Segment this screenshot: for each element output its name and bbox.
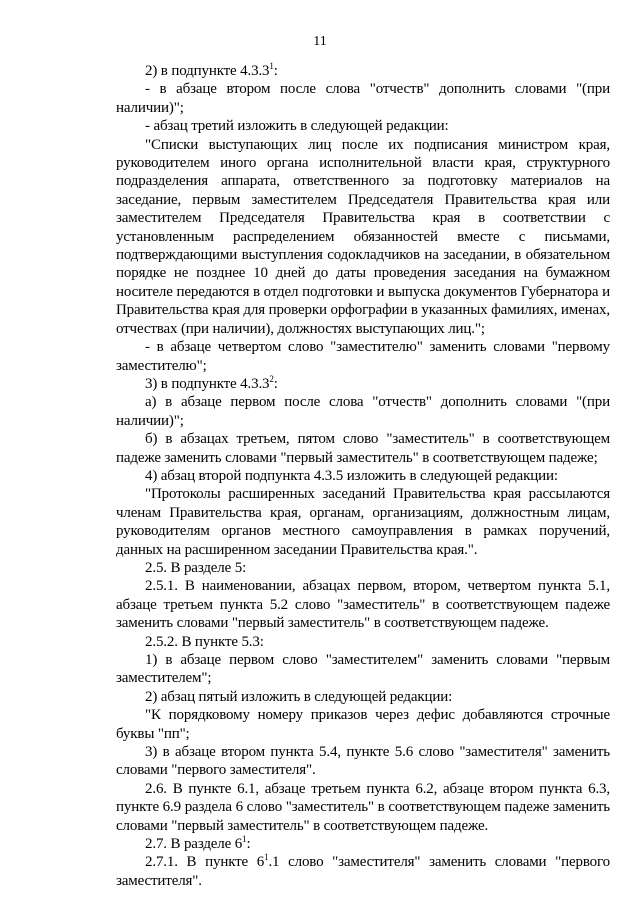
paragraph-text-tail: .1 слово "заместителя" заменить словами "первого заместителя". — [116, 854, 610, 889]
paragraph-text: "Протоколы расширенных заседаний Правительства края рассылаются членам Правительства края, органам, организациям, должностным лицам, руководителям органов местного самоуправления в рамках поручений, данных на расширенном заседании Правительства края.". — [116, 486, 610, 558]
paragraph-text: 2.7.1. В пункте 6 — [145, 854, 265, 871]
paragraph-text: 2.5.1. В наименовании, абзацах первом, втором, четвертом пункта 5.1, абзаце третьем пункта 5.2 слово "заместитель" в соответствующем падеже заменить словами "первый заместитель" в соответствующем падеже. — [116, 578, 610, 632]
document-paragraph — [116, 80, 610, 117]
paragraph-text: 3) в подпункте 4.3.3 — [145, 375, 270, 392]
paragraph-text: 2.6. В пункте 6.1, абзаце третьем пункта 6.2, абзаце втором пункта 6.3, пункте 6.9 раздела 6 слово "заместитель" в соответствующем падеже заменить словами "первый заместитель" в соответствующем падеже. — [116, 780, 610, 834]
document-paragraph — [116, 743, 610, 780]
document-paragraph — [116, 338, 610, 375]
paragraph-text: 2) в подпункте 4.3.3 — [145, 63, 270, 79]
paragraph-text: - в абзаце четвертом слово "заместителю" заменить словами "первому заместителю"; — [116, 339, 610, 374]
document-paragraph — [116, 375, 610, 393]
superscript-marker: 1 — [269, 61, 274, 71]
page-number: 11 — [313, 34, 327, 49]
superscript-marker: 2 — [269, 373, 274, 384]
paragraph-text: 1) в абзаце первом слово "заместителем" заменить словами "первым заместителем"; — [116, 652, 610, 687]
paragraph-text: 2.5. В разделе 5: — [145, 559, 247, 576]
document-paragraph — [116, 559, 610, 577]
paragraph-text: "Списки выступающих лиц после их подписания министром края, руководителем иного органа исполнительной власти края, структурного подразделения аппарата, ответственного за подготовку материалов на заседание, первым заместителем Председателя Правительства края или заместителем Председателя Правительства края в соответствии с установленным распределением обязанностей вместе с письмами, подтверждающими выступления содокладчиков на заседании, в обязательном порядке не позднее 10 дней до даты проведения заседания на бумажном носителе передаются в отдел подготовки и выпуска документов Губернатора и Правительства края для проверки орфографии в указанных фамилиях, именах, отчествах (при наличии), должностях выступающих лиц."; — [116, 136, 610, 337]
document-paragraph — [116, 577, 610, 632]
superscript-marker: 1 — [242, 834, 247, 845]
paragraph-text: а) в абзаце первом после слова "отчеств" дополнить словами "(при наличии)"; — [116, 394, 610, 429]
document-paragraph — [116, 467, 610, 485]
document-paragraph — [116, 117, 610, 135]
document-paragraph — [116, 651, 610, 688]
paragraph-text-tail: : — [273, 63, 278, 79]
document-paragraph — [116, 688, 610, 706]
document-paragraph — [116, 853, 610, 890]
paragraph-text: - абзац третий изложить в следующей редакции: — [145, 118, 449, 135]
document-paragraph — [116, 393, 610, 430]
document-paragraph — [116, 633, 610, 651]
paragraph-text: 3) в абзаце втором пункта 5.4, пункте 5.6 слово "заместителя" заменить словами "первого заместителя". — [116, 744, 610, 779]
document-paragraph — [116, 430, 610, 467]
paragraph-text: - в абзаце втором после слова "отчеств" дополнить словами "(при наличии)"; — [116, 81, 610, 116]
paragraph-text: 2.7. В разделе 6 — [145, 836, 243, 853]
document-paragraph — [116, 706, 610, 743]
document-paragraph — [116, 62, 610, 80]
document-paragraph — [116, 136, 610, 338]
paragraph-text: 2) абзац пятый изложить в следующей редакции: — [145, 688, 453, 705]
paragraph-text: 2.5.2. В пункте 5.3: — [145, 633, 264, 650]
superscript-marker: 1 — [264, 852, 269, 863]
document-paragraph — [116, 485, 610, 559]
paragraph-text-tail: : — [273, 375, 278, 392]
paragraph-text-tail: : — [246, 836, 251, 853]
document-paragraph — [116, 835, 610, 853]
paragraph-text: б) в абзацах третьем, пятом слово "заместитель" в соответствующем падеже заменить словами "первый заместитель" в соответствующем падеже; — [116, 431, 610, 466]
document-body — [116, 62, 610, 890]
document-paragraph — [116, 780, 610, 835]
paragraph-text: "К порядковому номеру приказов через дефис добавляются строчные буквы "пп"; — [116, 707, 610, 742]
paragraph-text: 4) абзац второй подпункта 4.3.5 изложить в следующей редакции: — [145, 467, 558, 484]
